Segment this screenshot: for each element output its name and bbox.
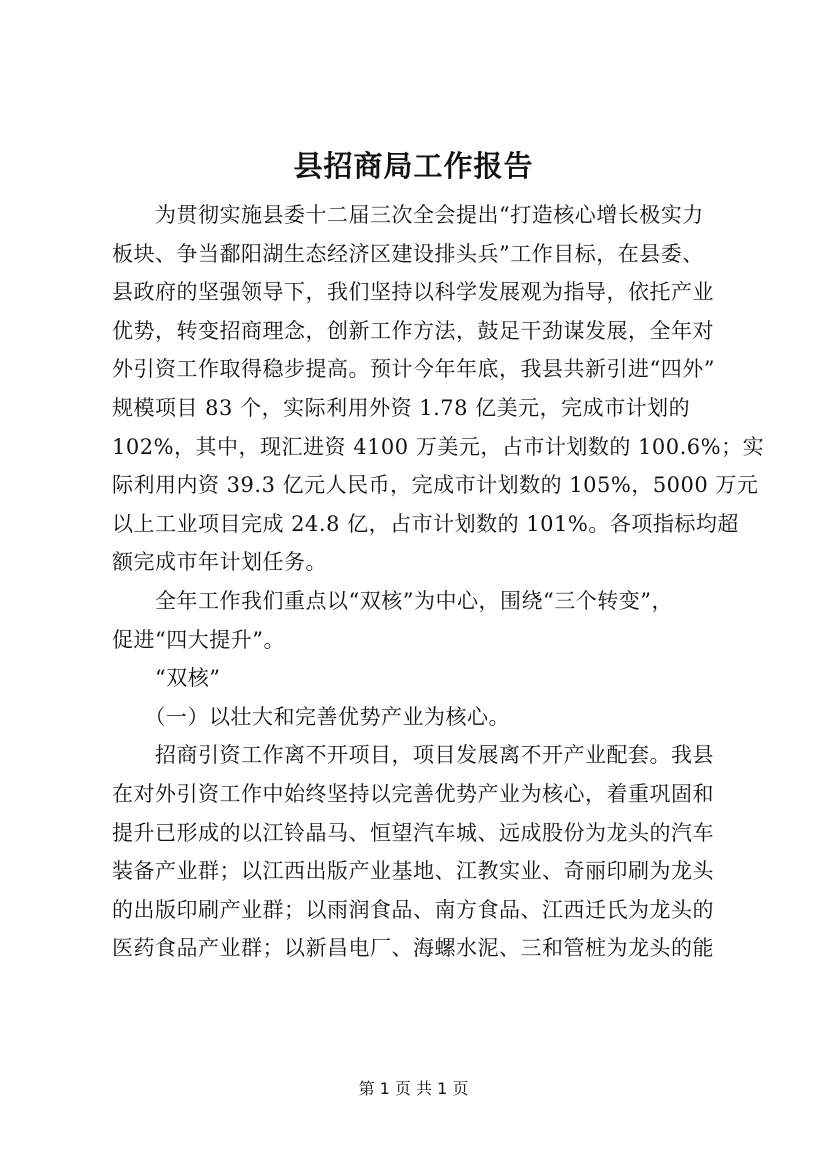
text-line: 招商引资工作离不开项目，项目发展离不开产业配套。我县 <box>112 743 714 768</box>
document-body <box>112 196 765 968</box>
text-line: 促进“四大提升”。 <box>112 627 285 652</box>
text-line: 优势，转变招商理念，创新工作方法，鼓足干劲谋发展，全年对 <box>112 318 714 343</box>
text-line: “双核” <box>112 666 221 691</box>
text-line: 板块、争当鄱阳湖生态经济区建设排头兵”工作目标，在县委、 <box>112 241 704 266</box>
text-line: 外引资工作取得稳步提高。预计今年年底，我县共新引进“四外” <box>112 357 715 382</box>
text-line: 规模项目 83 个，实际利用外资 1.78 亿美元，完成市计划的 <box>112 395 691 420</box>
page-title: 县招商局工作报告 <box>293 149 534 183</box>
page-footer: 第 1 页 共 1 页 <box>358 1079 469 1098</box>
text-line: 在对外引资工作中始终坚持以完善优势产业为核心，着重巩固和 <box>112 781 714 806</box>
text-line: 医药食品产业群；以新昌电厂、海螺水泥、三和管桩为龙头的能 <box>112 936 714 961</box>
text-line: 为贯彻实施县委十二届三次全会提出“打造核心增长极实力 <box>112 203 704 227</box>
text-line: （一）以壮大和完善优势产业为核心。 <box>112 704 510 729</box>
text-line: 的出版印刷产业群；以雨润食品、南方食品、江西迁氏为龙头的 <box>112 897 714 922</box>
text-line: 县政府的坚强领导下，我们坚持以科学发展观为指导，依托产业 <box>112 280 714 305</box>
text-line: 际利用内资 39.3 亿元人民币，完成市计划数的 105%，5000 万元 <box>112 473 759 498</box>
text-line: 装备产业群；以江西出版产业基地、江教实业、奇丽印刷为龙头 <box>112 859 714 884</box>
text-line: 提升已形成的以江铃晶马、恒望汽车城、远成股份为龙头的汽车 <box>112 820 714 845</box>
text-line: 102%，其中，现汇进资 4100 万美元，占市计划数的 100.6%；实 <box>112 434 765 459</box>
text-line: 额完成市年计划任务。 <box>112 550 327 575</box>
text-line: 全年工作我们重点以“双核”为中心，围绕“三个转变”， <box>112 588 673 613</box>
text-line: 以上工业项目完成 24.8 亿，占市计划数的 101%。各项指标均超 <box>112 511 739 536</box>
